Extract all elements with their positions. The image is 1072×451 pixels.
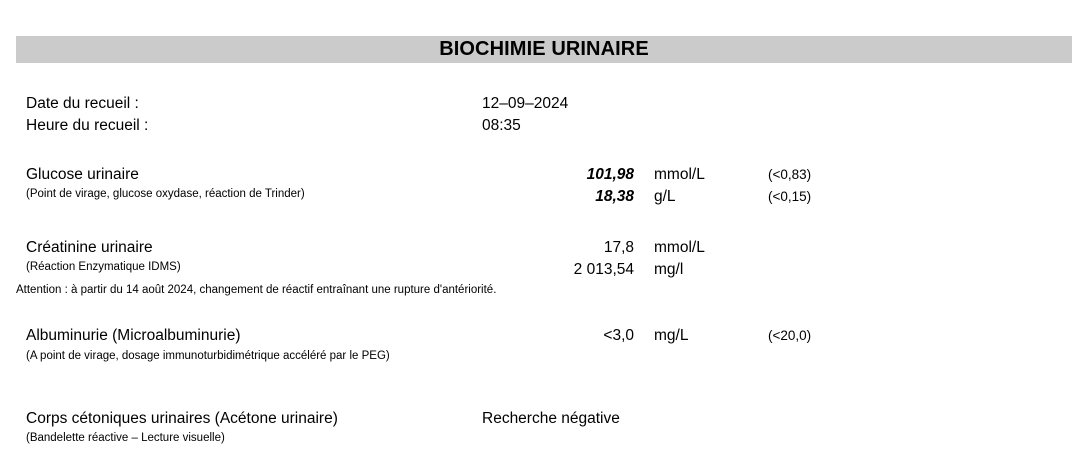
ketones-method: (Bandelette réactive – Lecture visuelle): [26, 432, 225, 444]
glucose-ref-mmol: (<0,83): [768, 167, 812, 182]
glucose-unit-mmol: mmol/L: [654, 166, 705, 183]
collection-date-label: Date du recueil :: [26, 95, 139, 112]
section-header: [16, 36, 1072, 63]
glucose-ref-gl: (<0,15): [768, 189, 812, 204]
collection-time-value: 08:35: [482, 117, 521, 134]
creatinine-warning-note: Attention : à partir du 14 août 2024, changement de réactif entraînant une rupture d'antériorité.: [16, 284, 497, 296]
creatinine-method: (Réaction Enzymatique IDMS): [26, 261, 181, 273]
collection-date-value: 12–09–2024: [482, 95, 569, 112]
creatinine-value-mmol: 17,8: [603, 239, 634, 256]
glucose-value-mmol: 101,98: [586, 166, 634, 183]
creatinine-name: Créatinine urinaire: [26, 239, 153, 256]
albumin-name: Albuminurie (Microalbuminurie): [26, 327, 241, 344]
section-title: BIOCHIMIE URINAIRE: [439, 38, 649, 60]
albumin-method: (A point de virage, dosage immunoturbidimétrique accéléré par le PEG): [26, 350, 390, 362]
ketones-name: Corps cétoniques urinaires (Acétone urinaire): [26, 410, 338, 427]
creatinine-value-mg: 2 013,54: [573, 261, 634, 278]
glucose-name: Glucose urinaire: [26, 166, 139, 183]
creatinine-unit-mmol: mmol/L: [654, 239, 705, 256]
albumin-value: <3,0: [603, 327, 634, 344]
creatinine-unit-mg: mg/l: [654, 261, 684, 278]
glucose-method: (Point de virage, glucose oxydase, réaction de Trinder): [26, 188, 305, 200]
glucose-value-gl: 18,38: [595, 188, 634, 205]
ketones-result: Recherche négative: [482, 410, 620, 427]
collection-time-label: Heure du recueil :: [26, 117, 149, 134]
albumin-ref: (<20,0): [768, 328, 812, 343]
albumin-unit: mg/L: [654, 327, 689, 344]
glucose-unit-gl: g/L: [654, 188, 676, 205]
